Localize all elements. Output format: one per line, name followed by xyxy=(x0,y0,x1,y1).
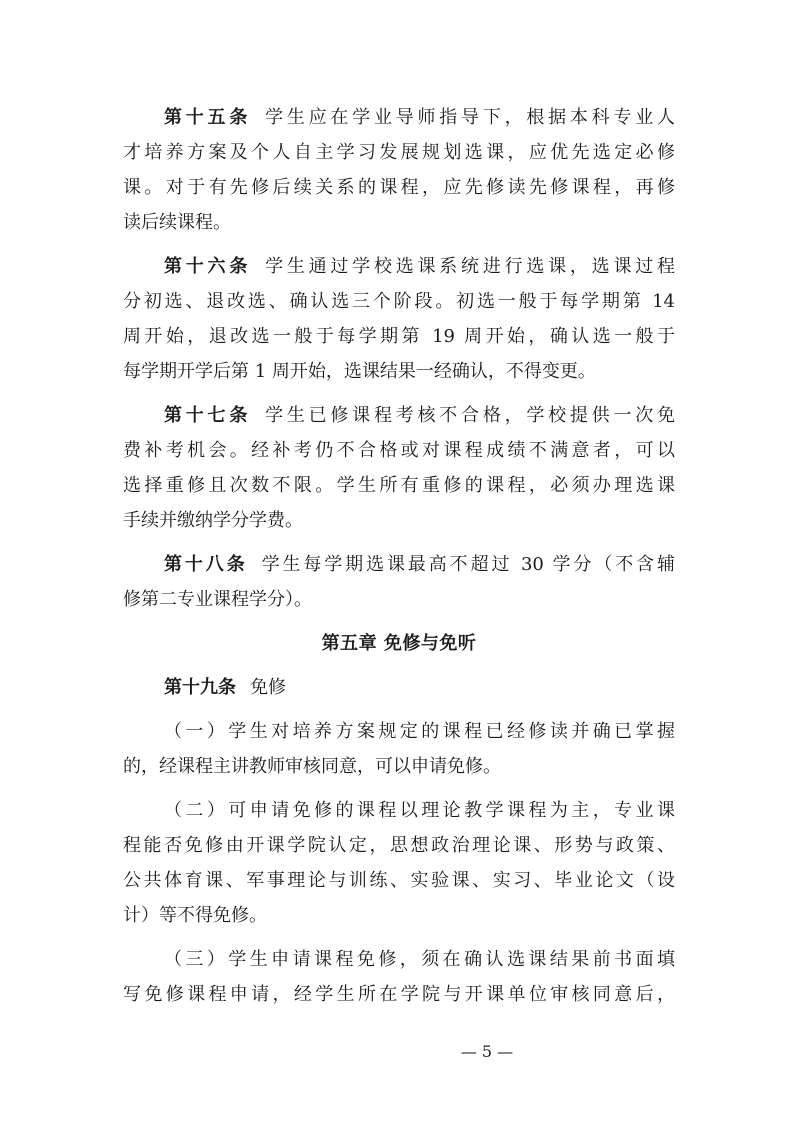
clause-line: 公共体育课、军事理论与训练、实验课、实习、毕业论文（设 xyxy=(123,870,675,891)
clause-line: （一）学生对培养方案规定的课程已经修读并确已掌握 xyxy=(164,721,675,742)
clause-line: 写免修课程申请，经学生所在学院与开课单位审核同意后， xyxy=(123,984,675,1005)
page-number: — 5 — xyxy=(460,1042,514,1061)
article-19 xyxy=(123,670,675,705)
clause-item xyxy=(123,714,675,784)
article-label: 第十五条 xyxy=(164,107,252,128)
clause-line: 计）等不得免修。 xyxy=(123,905,267,926)
document-body xyxy=(123,100,675,1021)
article-15 xyxy=(123,100,675,240)
article-label: 第十七条 xyxy=(164,405,252,426)
clause-line: 的，经课程主讲教师审核同意，可以申请免修。 xyxy=(123,756,501,777)
article-label: 第十九条 xyxy=(164,677,236,698)
article-line: 周开始，退改选一般于每学期第 19 周开始，确认选一般于 xyxy=(123,326,675,347)
article-line: 课。对于有先修后续关系的课程，应先修读先修课程，再修 xyxy=(123,177,675,198)
clause-line: （三）学生申请课程免修，须在确认选课结果前书面填 xyxy=(164,949,675,970)
clause-line: （二）可申请免修的课程以理论教学课程为主，专业课 xyxy=(164,800,675,821)
article-line xyxy=(123,398,675,433)
article-17 xyxy=(123,398,675,538)
article-line xyxy=(123,670,675,705)
article-16 xyxy=(123,249,675,389)
article-label: 第十八条 xyxy=(164,554,248,575)
article-line: 费补考机会。经补考仍不合格或对课程成绩不满意者，可以 xyxy=(123,440,675,461)
article-text: 学生已修课程考核不合格，学校提供一次免 xyxy=(265,405,676,426)
article-line: 每学期开学后第 1 周开始，选课结果一经确认，不得变更。 xyxy=(123,361,596,382)
article-line xyxy=(123,249,675,284)
article-line xyxy=(123,100,675,135)
article-label: 第十六条 xyxy=(164,256,252,277)
article-text: 学生每学期选课最高不超过 30 学分（不含辅 xyxy=(261,554,675,575)
article-line: 选择重修且次数不限。学生所有重修的课程，必须办理选课 xyxy=(123,475,675,496)
article-title: 免修 xyxy=(250,677,286,698)
clause-line: 程能否免修由开课学院认定，思想政治理论课、形势与政策、 xyxy=(123,835,675,856)
article-line: 分初选、退改选、确认选三个阶段。初选一般于每学期第 14 xyxy=(123,291,675,312)
clause-item xyxy=(123,942,675,1012)
article-line: 才培养方案及个人自主学习发展规划选课，应优先选定必修 xyxy=(123,142,675,163)
article-line: 手续并缴纳学分学费。 xyxy=(123,510,303,531)
article-text: 学生通过学校选课系统进行选课，选课过程 xyxy=(265,256,676,277)
article-text: 学生应在学业导师指导下，根据本科专业人 xyxy=(265,107,676,128)
clause-item xyxy=(123,793,675,933)
article-18 xyxy=(123,547,675,617)
article-line: 读后续课程。 xyxy=(123,212,231,233)
article-line: 修第二专业课程学分）。 xyxy=(123,589,312,610)
article-line xyxy=(123,547,675,582)
chapter-heading: 第五章 免修与免听 xyxy=(321,633,477,654)
